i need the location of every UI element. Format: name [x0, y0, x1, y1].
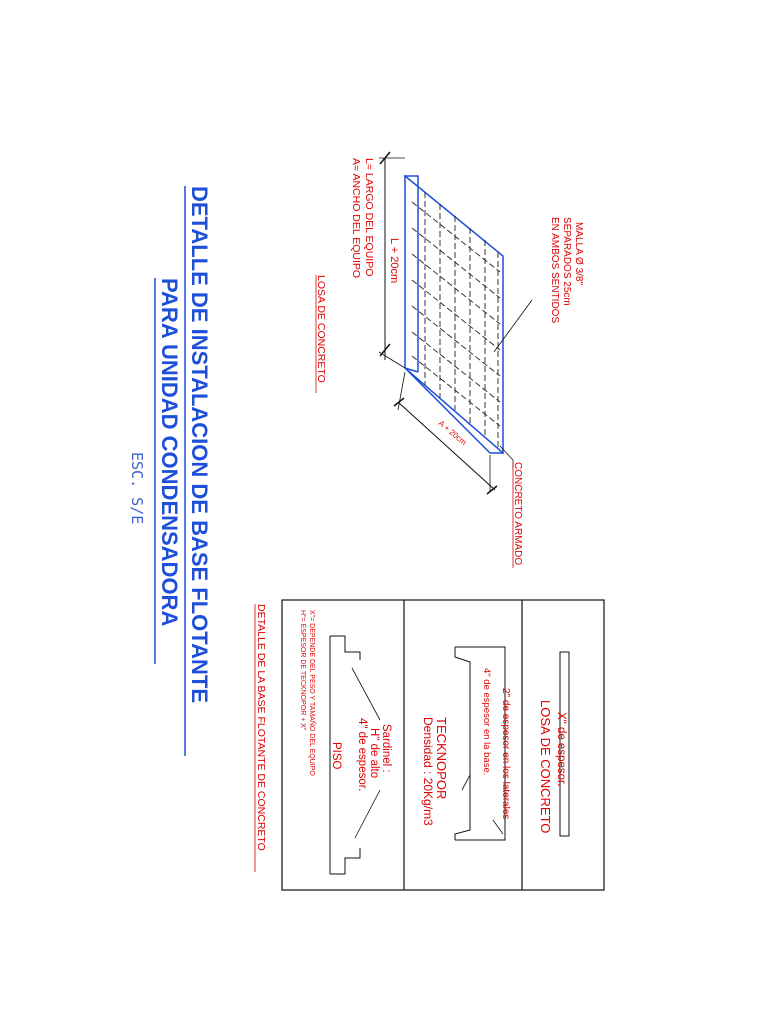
sardinel-leader-1 [352, 668, 380, 720]
piso-label: PISO [330, 742, 342, 770]
iso-caption: LOSA DE CONCRETO [315, 275, 327, 383]
tecknopor-shape [455, 647, 505, 840]
concreto-leader [500, 446, 513, 468]
tek-title: TECKNOPOR [434, 717, 449, 800]
title-line2: PARA UNIDAD CONDENSADORA [157, 278, 182, 627]
note-2: H"= ESPESOR DE TECKNOPOR + X" [299, 610, 306, 731]
slab-edge-front [405, 368, 490, 453]
note-1: X"= DEPENDE DEL PESO Y TAMAÑO DEL EQUIPO [308, 610, 315, 776]
title-block [128, 186, 212, 756]
losa-espesor: X" de espesor. [555, 712, 567, 787]
losa-title: LOSA DE CONCRETO [538, 700, 553, 834]
sardinel-l3: 4" de espesor. [356, 718, 368, 792]
slab-top-face [405, 176, 503, 453]
reinforcement-mesh [412, 192, 500, 448]
dim-width-line [398, 402, 495, 490]
legend-l: L= LARGO DEL EQUIPO [363, 158, 375, 277]
scale-label: ESC. S/E [128, 452, 146, 525]
tek-base: 4" de espesor en la base. [481, 668, 492, 776]
tek-base-leader [462, 775, 470, 790]
tek-density: Densidad : 20Kg/m3 [421, 717, 435, 826]
malla-label-3: EN AMBOS SENTIDOS [549, 217, 560, 324]
sardinel-leader-2 [355, 790, 380, 838]
section-caption: DETALLE DE LA BASE FLOTANTE DE CONCRETO [255, 604, 267, 851]
tek-lat: 2" de espesor en los laterales [500, 688, 511, 820]
sardinel-l2: H" de alto [368, 728, 380, 779]
concreto-label: CONCRETO ARMADO [512, 462, 523, 566]
dim-width-label: A + 20cm [436, 418, 469, 448]
iso-slab-view [315, 152, 584, 568]
malla-leader [494, 300, 532, 352]
tek-lat-leader [493, 820, 503, 834]
sardinel-l1: Sardinel : [380, 724, 392, 773]
malla-label-2: SEPARADOS 25cm [561, 217, 572, 306]
dim-length-label: L + 20cm [388, 238, 400, 284]
legend-a: A= ANCHO DEL EQUIPO [350, 158, 362, 279]
malla-label-1: MALLA Ø 3/8" [573, 222, 584, 286]
section-detail [255, 600, 604, 890]
title-line1: DETALLE DE INSTALACION DE BASE FLOTANTE [187, 186, 212, 703]
